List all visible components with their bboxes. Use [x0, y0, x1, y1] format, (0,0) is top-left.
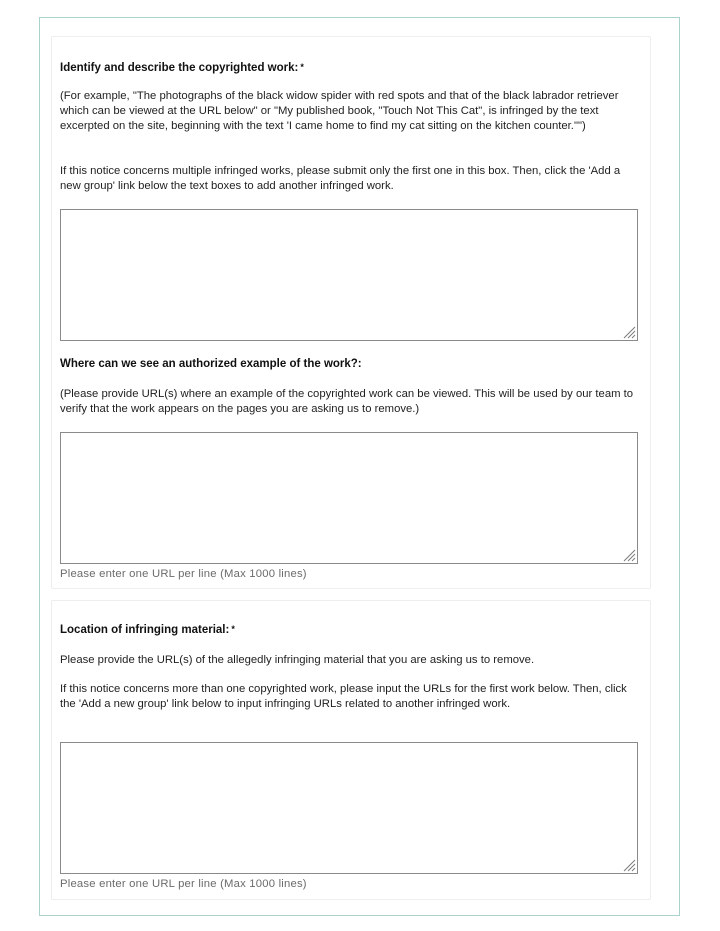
infringing-location-textarea[interactable] [60, 742, 638, 874]
authorized-example-textarea[interactable] [60, 432, 638, 564]
infringing-location-instructions: Please provide the URL(s) of the allegedly infringing material that you are asking us to remove. [60, 654, 535, 666]
resize-grip-icon[interactable] [622, 858, 636, 872]
required-mark: * [231, 624, 235, 634]
infringing-location-hint: Please enter one URL per line (Max 1000 lines) [60, 878, 307, 890]
resize-grip-icon[interactable] [622, 325, 636, 339]
required-mark: * [300, 62, 304, 72]
authorized-example-heading-text: Where can we see an authorized example of the work?: [60, 358, 362, 370]
copyrighted-work-example-text: (For example, "The photographs of the black widow spider with red spots and that of the black labrador retriever which can be viewed at the URL below" or "My published book, "Touch Not This Cat", is infringed by the text excerpted on the site, beginning with the text 'I came home to find my cat sitting on the kitchen counter."") [60, 90, 619, 132]
copyrighted-work-textarea[interactable] [60, 209, 638, 341]
infringing-location-heading-text: Location of infringing material: [60, 624, 230, 636]
infringing-location-heading [60, 624, 235, 636]
authorized-example-hint: Please enter one URL per line (Max 1000 lines) [60, 568, 307, 580]
authorized-example-instructions: (Please provide URL(s) where an example of the copyrighted work can be viewed. This will be used by our team to verify that the work appears on the pages you are asking us to remove.) [60, 388, 634, 415]
copyrighted-work-multiple-note: If this notice concerns multiple infringed works, please submit only the first one in this box. Then, click the 'Add a new group' link below the text boxes to add another infringed work. [60, 165, 621, 192]
copyrighted-work-heading [60, 62, 304, 74]
resize-grip-icon[interactable] [622, 548, 636, 562]
copyrighted-work-heading-text: Identify and describe the copyrighted work: [60, 62, 299, 74]
authorized-example-heading [60, 358, 362, 370]
infringing-location-multiple-note: If this notice concerns more than one copyrighted work, please input the URLs for the first work below. Then, click the 'Add a new group' link below to input infringing URLs related to another infringed work. [60, 683, 627, 710]
